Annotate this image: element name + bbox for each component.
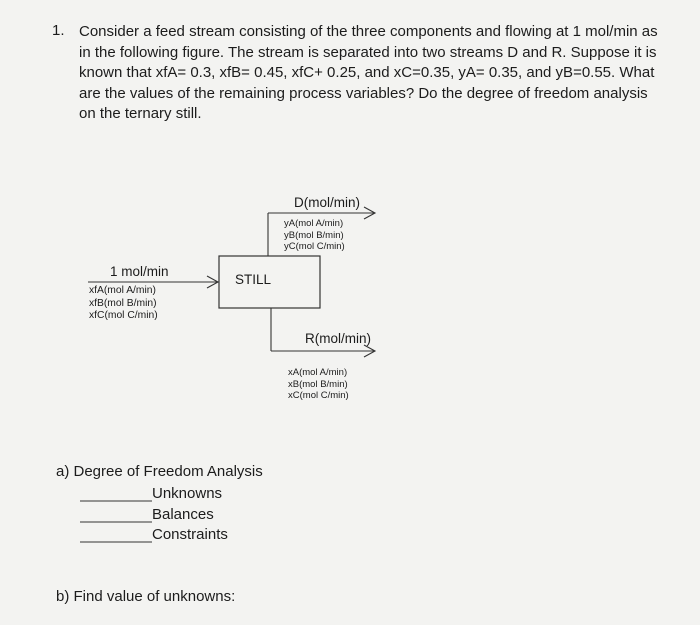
residue-component-c: xC(mol C/min) [288, 390, 349, 401]
dof-constraints-label: Constraints [152, 526, 228, 543]
question-number: 1. [52, 22, 65, 39]
distillate-component-b: yB(mol B/min) [284, 229, 344, 241]
feed-component-c: xfC(mol C/min) [89, 310, 158, 321]
question-line-1: Consider a feed stream consisting of the three components and flowing at 1 mol/min as [79, 23, 658, 40]
feed-component-a: xfA(mol A/min) [89, 285, 156, 296]
residue-components [288, 367, 349, 402]
question-line-4: are the values of the remaining process variables? Do the degree of freedom analysis [79, 84, 648, 102]
part-b-title: b) Find value of unknowns: [56, 588, 236, 605]
distillate-flow-label: D(mol/min) [294, 195, 360, 210]
still-label: STILL [235, 272, 272, 287]
feed-flow-label: 1 mol/min [110, 264, 169, 279]
feed-components [89, 285, 158, 323]
residue-flow-label: R(mol/min) [305, 331, 371, 346]
distillate-component-a: yA(mol A/min) [284, 218, 344, 229]
question-line-3: known that xfA= 0.3, xfB= 0.45, xfC+ 0.25, and xC=0.35, yA= 0.35, and yB=0.55. What [79, 64, 655, 82]
distillate-component-c: yC(mol C/min) [284, 241, 345, 252]
part-a-title: a) Degree of Freedom Analysis [56, 463, 263, 480]
residue-component-a: xA(mol A/min) [288, 367, 348, 378]
question-line-5: on the ternary still. [79, 105, 202, 123]
dof-unknowns-label: Unknowns [152, 485, 223, 502]
distillate-components [284, 218, 345, 253]
dof-balances-label: Balances [152, 506, 214, 523]
residue-component-b: xB(mol B/min) [288, 378, 348, 390]
feed-component-b: xfB(mol B/min) [89, 297, 157, 309]
question-line-2: in the following figure. The stream is separated into two streams D and R. Suppose it is [79, 43, 657, 61]
